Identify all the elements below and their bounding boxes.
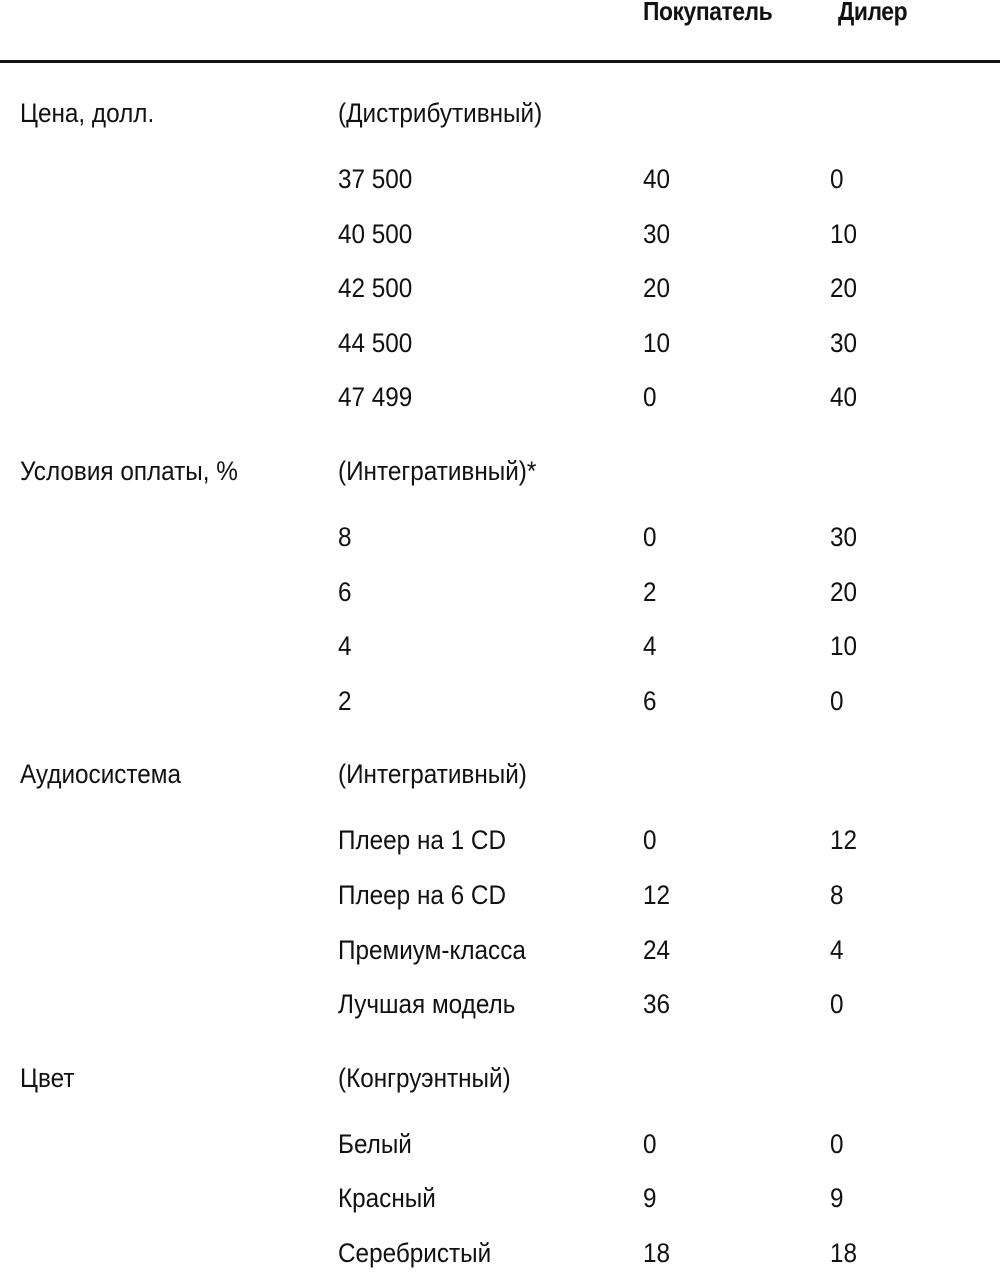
dealer-points-cell: 30: [830, 521, 858, 552]
option-cell: 4: [338, 631, 352, 662]
buyer-points-cell: 18: [643, 1237, 671, 1268]
issue-type-label: (Интегративный): [338, 759, 527, 790]
table-row: [0, 1230, 1000, 1285]
dealer-points-cell: 40: [830, 382, 858, 413]
section-payment-terms: [0, 454, 1000, 732]
option-cell: 40 500: [338, 218, 413, 249]
table-row: [0, 1121, 1000, 1176]
dealer-points-cell: 10: [830, 631, 858, 662]
option-cell: Серебристый: [338, 1237, 492, 1268]
dealer-points-cell: 9: [830, 1183, 844, 1214]
table-row: [0, 623, 1000, 678]
attribute-label: Цена, долл.: [20, 98, 155, 128]
section-color: [0, 1061, 1000, 1285]
option-cell: Лучшая модель: [338, 989, 516, 1020]
dealer-points-cell: 8: [830, 879, 844, 910]
buyer-points-cell: 20: [643, 273, 671, 304]
dealer-points-cell: 4: [830, 934, 844, 965]
section-header-row: [0, 454, 1000, 514]
issue-type-label: (Дистрибутивный): [338, 98, 543, 128]
table-row: [0, 211, 1000, 266]
table-row: [0, 514, 1000, 569]
buyer-points-cell: 0: [643, 825, 657, 856]
attribute-label: Цвет: [20, 1062, 75, 1093]
column-header-dealer: Дилер: [838, 0, 908, 26]
table-row: [0, 927, 1000, 982]
table-header: [0, 0, 1000, 40]
option-cell: Плеер на 1 CD: [338, 825, 506, 856]
buyer-points-cell: 10: [643, 327, 671, 358]
dealer-points-cell: 0: [830, 1128, 844, 1159]
buyer-points-cell: 6: [643, 685, 657, 716]
dealer-points-cell: 20: [830, 273, 858, 304]
attribute-label: Условия оплаты, %: [20, 455, 238, 486]
option-cell: 47 499: [338, 382, 413, 413]
attribute-label: Аудиосистема: [20, 759, 182, 790]
option-cell: 2: [338, 685, 352, 716]
buyer-points-cell: 2: [643, 576, 657, 607]
option-cell: 8: [338, 521, 352, 552]
dealer-points-cell: 10: [830, 218, 858, 249]
issue-type-label: (Конгруэнтный): [338, 1062, 511, 1093]
option-cell: Плеер на 6 CD: [338, 879, 506, 910]
buyer-points-cell: 30: [643, 218, 671, 249]
dealer-points-cell: 20: [830, 576, 858, 607]
table-row: [0, 320, 1000, 375]
table-body: [0, 96, 1000, 1285]
section-audio-system: [0, 757, 1000, 1035]
column-header-buyer: Покупатель: [643, 0, 773, 26]
section-price: [0, 96, 1000, 429]
table-row: [0, 265, 1000, 320]
table-row: [0, 981, 1000, 1036]
option-cell: 37 500: [338, 164, 413, 194]
option-cell: 42 500: [338, 273, 413, 304]
dealer-points-cell: 0: [830, 989, 844, 1020]
table-row: [0, 569, 1000, 624]
option-cell: Красный: [338, 1183, 436, 1214]
buyer-points-cell: 36: [643, 989, 671, 1020]
dealer-points-cell: 18: [830, 1237, 858, 1268]
buyer-points-cell: 24: [643, 934, 671, 965]
buyer-points-cell: 0: [643, 1128, 657, 1159]
buyer-points-cell: 40: [643, 164, 671, 194]
section-header-row: [0, 1061, 1000, 1121]
issue-type-label: (Интегративный)*: [338, 455, 537, 486]
dealer-points-cell: 0: [830, 685, 844, 716]
buyer-points-cell: 0: [643, 521, 657, 552]
dealer-points-cell: 12: [830, 825, 858, 856]
option-cell: Белый: [338, 1128, 412, 1159]
option-cell: Премиум-класса: [338, 934, 526, 965]
table-row: [0, 872, 1000, 927]
dealer-points-cell: 0: [830, 164, 844, 194]
buyer-points-cell: 12: [643, 879, 671, 910]
buyer-points-cell: 9: [643, 1183, 657, 1214]
table-row: [0, 1175, 1000, 1230]
buyer-points-cell: 0: [643, 382, 657, 413]
table-row: [0, 817, 1000, 872]
section-header-row: [0, 96, 1000, 156]
buyer-points-cell: 4: [643, 631, 657, 662]
table-row: [0, 156, 1000, 211]
dealer-points-cell: 30: [830, 327, 858, 358]
header-divider: [0, 60, 1000, 63]
section-header-row: [0, 757, 1000, 817]
table-row: [0, 374, 1000, 429]
option-cell: 6: [338, 576, 352, 607]
table-row: [0, 678, 1000, 733]
option-cell: 44 500: [338, 327, 413, 358]
